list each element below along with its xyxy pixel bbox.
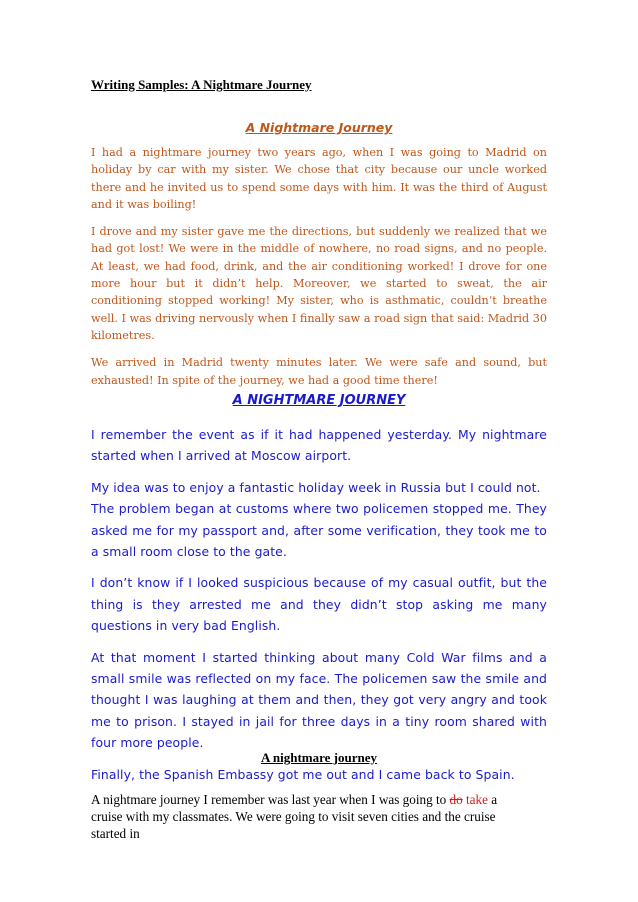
sample1-body	[91, 144, 547, 389]
sample1-title: A Nightmare Journey	[245, 120, 393, 135]
sample3-text-end: a cruise with my classmates. We were going to visit seven cities and the cruise started in	[91, 792, 498, 841]
sample2-paragraph: I remember the event as if it had happened yesterday. My nightmare started when I arrived at Moscow airport.	[91, 427, 547, 464]
page-title: Writing Samples: A Nightmare Journey	[91, 77, 312, 92]
sample3-paragraph	[91, 791, 521, 842]
sample2-paragraph: The problem began at customs where two policemen stopped me. They asked me for my passport and, after some verification, they took me to a small room close to the gate.	[91, 501, 547, 560]
sample3-title: A nightmare journey	[260, 750, 378, 765]
sample2-paragraph: Finally, the Spanish Embassy got me out and I came back to Spain.	[91, 766, 515, 782]
sample2-body	[91, 424, 547, 785]
sample1-paragraph: We arrived in Madrid twenty minutes later. We were safe and sound, but exhausted! In spite of the journey, we had a good time there!	[91, 356, 547, 387]
sample2-title: A NIGHTMARE JOURNEY	[232, 393, 406, 408]
sample1-paragraph: I drove and my sister gave me the directions, but suddenly we realized that we had got lost! We were in the middle of nowhere, no road signs, and no people. At least, we had food, drink, and the air conditioning worked! I drove for one more hour but it didn’t help. Moreover, we started to sweat, the air conditioning stopped working! My sister, who is asthmatic, couldn’t breathe well. I was driving nervously when I finally saw a road sign that said: Madrid 30 kilometres.	[91, 225, 547, 342]
sample2-paragraph: My idea was to enjoy a fantastic holiday week in Russia but I could not.	[91, 479, 541, 495]
sample3-body	[91, 791, 521, 842]
sample1-paragraph: I had a nightmare journey two years ago, when I was going to Madrid on holiday by car with my sister. We chose that city because our uncle worked there and he invited us to spend some days with him. It was the third of August and it was boiling!	[91, 146, 547, 211]
deleted-word: do	[449, 792, 463, 807]
sample2-paragraph: I don’t know if I looked suspicious because of my casual outfit, but the thing is they arrested me and they didn’t stop asking me many questions in very bad English.	[91, 575, 547, 634]
inserted-word: take	[466, 792, 488, 807]
sample3-text-start: A nightmare journey I remember was last year when I was going to	[91, 792, 450, 807]
sample2-paragraph: At that moment I started thinking about many Cold War films and a small smile was reflected on my face. The policemen saw the smile and thought I was laughing at them and then, they got very angry and took me to prison. I stayed in jail for three days in a tiny room shared with four more people.	[91, 649, 547, 751]
